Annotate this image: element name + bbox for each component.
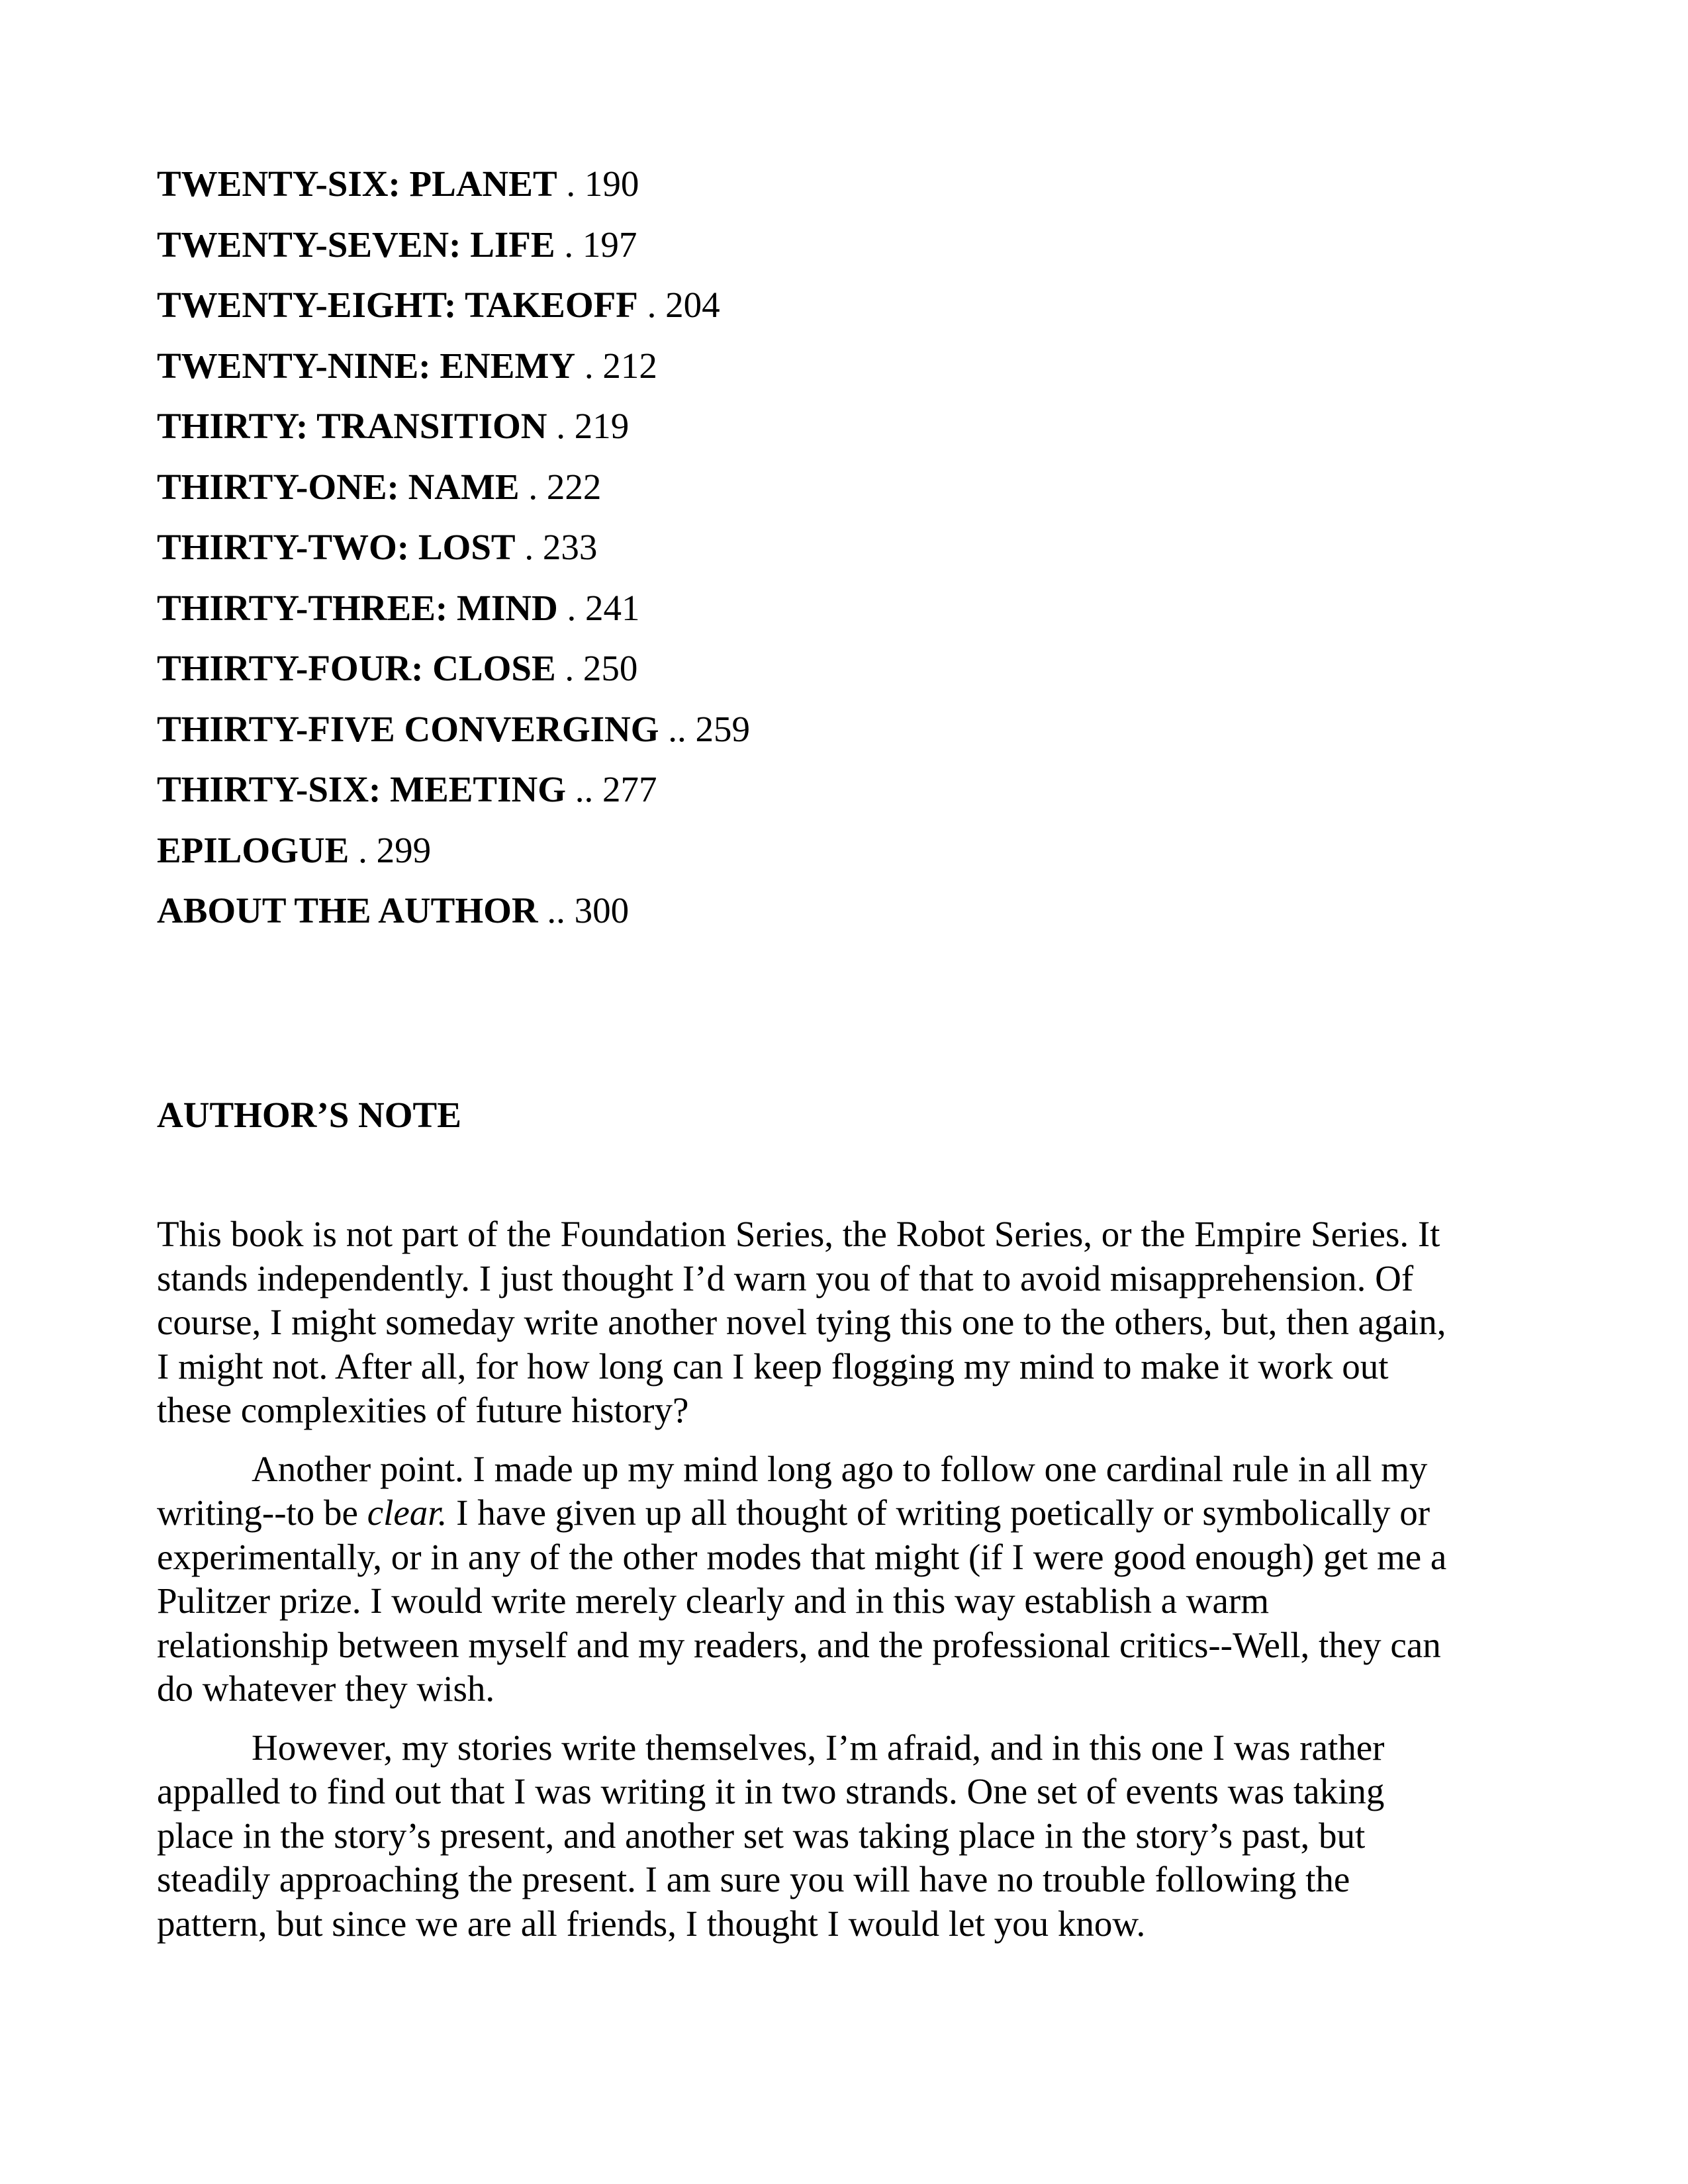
text-line: place in the story’s present, and another set was taking place in the story’s past, but [157,1815,1366,1856]
text-line: appalled to find out that I was writing it in two strands. One set of events was taking [157,1771,1385,1811]
text-line: Pulitzer prize. I would write merely clearly and in this way establish a warm [157,1580,1270,1621]
toc-entry-leader: . [575,345,603,386]
toc-entry [157,396,1481,457]
toc-entry [157,699,1481,760]
text-line: experimentally, or in any of the other modes that might (if I were good enough) get me a [157,1536,1447,1577]
text-line: However, my stories write themselves, I’m afraid, and in this one I was rather [252,1727,1385,1768]
toc-entry [157,517,1481,578]
toc-entry-page: 300 [574,890,630,931]
toc-entry [157,880,1481,941]
toc-entry-title: THIRTY-FOUR: CLOSE [157,648,556,688]
paragraph [157,1726,1534,1946]
toc-entry-title: THIRTY: TRANSITION [157,406,547,446]
authors-note-heading: AUTHOR’S NOTE [157,1095,461,1135]
toc-entry-title: TWENTY-SIX: PLANET [157,163,557,204]
toc-entry-title: THIRTY-SIX: MEETING [157,769,566,809]
toc-entry-title: EPILOGUE [157,829,350,870]
toc-entry-title: TWENTY-SEVEN: LIFE [157,224,555,265]
text-line: steadily approaching the present. I am sure you will have no trouble following the [157,1859,1350,1899]
toc-entry-title: ABOUT THE AUTHOR [157,890,538,931]
toc-entry-leader: . [637,285,666,325]
text-line: relationship between myself and my readers, and the professional critics--Well, they can [157,1624,1441,1665]
toc-entry-title: TWENTY-EIGHT: TAKEOFF [157,285,638,325]
toc-entry-title: THIRTY-THREE: MIND [157,587,558,628]
toc-entry-page: 241 [585,587,640,628]
toc-entry [157,578,1481,639]
toc-entry-leader: . [515,527,543,567]
text-segment: I have given up all thought of writing poetically or symbolically or [447,1492,1430,1533]
toc-entry-page: 204 [665,285,720,325]
toc-entry-page: 259 [695,708,751,749]
text-line: I might not. After all, for how long can I keep flogging my mind to make it work out [157,1345,1389,1387]
text-line: Another point. I made up my mind long ago to follow one cardinal rule in all my [252,1448,1428,1489]
toc-entry-leader: .. [565,769,602,809]
toc-entry-page: 197 [582,224,637,265]
table-of-contents [157,154,1481,941]
toc-entry [157,336,1481,396]
toc-entry-page: 233 [542,527,598,567]
toc-entry-page: 190 [584,163,639,204]
text-line: pattern, but since we are all friends, I thought I would let you know. [157,1903,1146,1944]
authors-note-body [157,1212,1534,1960]
toc-entry [157,214,1481,275]
emphasis-text: clear. [367,1492,447,1533]
text-line: stands independently. I just thought I’d warn you of that to avoid misapprehension. Of [157,1257,1414,1298]
toc-entry [157,638,1481,699]
text-line: these complexities of future history? [157,1390,689,1430]
paragraph [157,1447,1534,1711]
toc-entry-leader: . [557,587,585,628]
toc-entry-page: 222 [546,466,602,507]
text-segment: writing--to be [157,1492,367,1533]
toc-entry [157,275,1481,336]
toc-entry-title: THIRTY-FIVE CONVERGING [157,708,659,749]
toc-entry-leader: . [519,466,547,507]
toc-entry [157,457,1481,518]
text-line: This book is not part of the Foundation Series, the Robot Series, or the Empire Series. It [157,1214,1440,1254]
toc-entry-page: 250 [583,648,638,688]
toc-entry-leader: .. [659,708,696,749]
text-line: do whatever they wish. [157,1668,495,1709]
toc-entry-title: THIRTY-ONE: NAME [157,466,520,507]
toc-entry-leader: . [349,829,377,870]
toc-entry-page: 219 [574,406,630,446]
toc-entry-leader: . [555,648,583,688]
toc-entry-title: THIRTY-TWO: LOST [157,527,516,567]
text-line: course, I might someday write another novel tying this one to the others, but, then again, [157,1302,1446,1342]
toc-entry-leader: . [557,163,585,204]
toc-entry-leader: .. [538,890,575,931]
toc-entry-leader: . [555,224,583,265]
paragraph [157,1212,1534,1433]
toc-entry-leader: . [547,406,575,446]
toc-entry-title: TWENTY-NINE: ENEMY [157,345,576,386]
toc-entry-page: 212 [602,345,657,386]
toc-entry [157,154,1481,214]
toc-entry-page: 299 [376,829,432,870]
toc-entry [157,820,1481,881]
toc-entry [157,759,1481,820]
text-line [157,1491,1534,1535]
toc-entry-page: 277 [602,769,657,809]
